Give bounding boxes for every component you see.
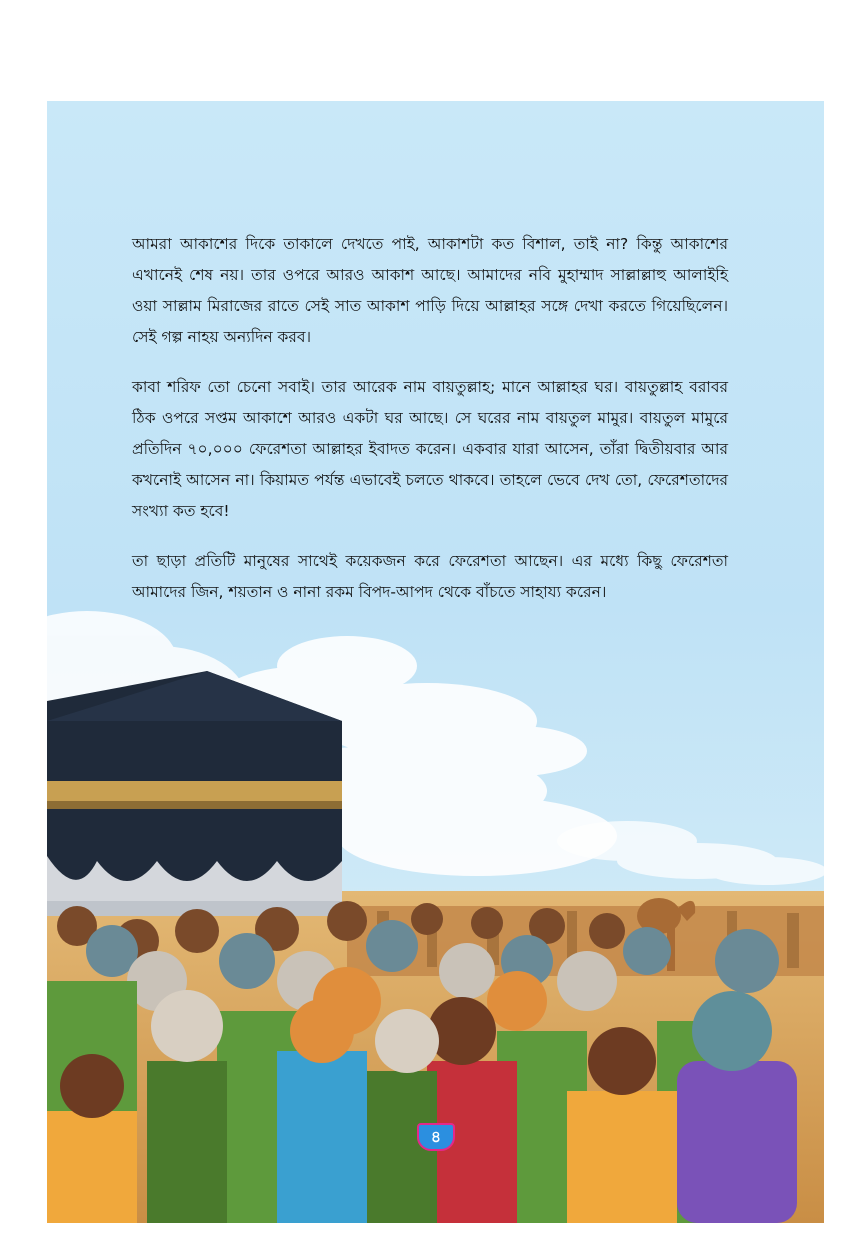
illustrated-page (47, 101, 824, 1223)
paragraph-baitul-mamur: কাবা শরিফ তো চেনো সবাই। তার আরেক নাম বায়তুল্লাহ; মানে আল্লাহর ঘর। বায়তুল্লাহ বরাবর ঠিক ওপরে সপ্তম আকাশে আরও একটা ঘর আছে। সে ঘরের নাম বায়তুল মামুর। বায়তুল মামুরে প্রতিদিন ৭০,০০০ ফেরেশতা আল্লাহর ইবাদত করেন। একবার যারা আসেন, তাঁরা দ্বিতীয়বার আর কখনোই আসেন না। কিয়ামত পর্যন্ত এভাবেই চলতে থাকবে। তাহলে ভেবে দেখ তো, ফেরেশতাদের সংখ্যা কত হবে! (132, 378, 728, 520)
kaaba-icon (47, 671, 342, 916)
story-text (132, 229, 728, 627)
page-number: ৪ (417, 1123, 455, 1151)
cloud-icon (557, 821, 824, 885)
paragraph-guardian-angels: তা ছাড়া প্রতিটি মানুষের সাথেই কয়েকজন করে ফেরেশতা আছেন। এর মধ্যে কিছু ফেরেশতা আমাদের জিন, শয়তান ও নানা রকম বিপদ-আপদ থেকে বাঁচতে সাহায্য করেন। (132, 552, 728, 601)
paragraph-sky: আমরা আকাশের দিকে তাকালে দেখতে পাই, আকাশটা কত বিশাল, তাই না? কিন্তু আকাশের এখানেই শেষ নয়। তার ওপরে আরও আকাশ আছে। আমাদের নবি মুহাম্মাদ সাল্লাল্লাহু আলাইহি ওয়া সাল্লাম মিরাজের রাতে সেই সাত আকাশ পাড়ি দিয়ে আল্লাহর সঙ্গে দেখা করতে গিয়েছিলেন। সেই গল্প নাহয় অন্যদিন করব। (132, 235, 728, 346)
